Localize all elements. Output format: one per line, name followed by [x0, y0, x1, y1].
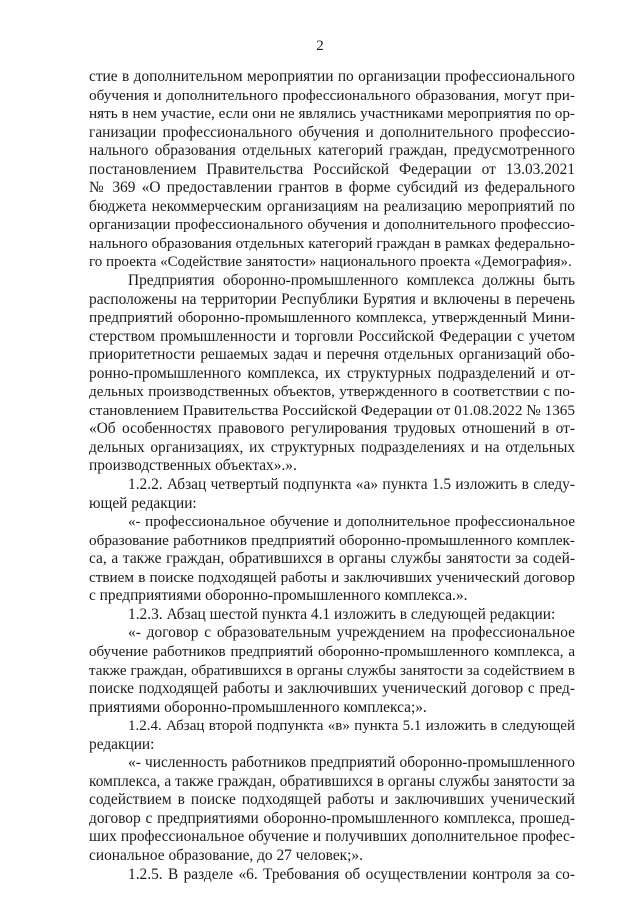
page-number: 2 [316, 38, 324, 54]
text-line: сиональное образование, до 27 человек;». [89, 846, 363, 864]
text-line: содействием в поиске подходящей работы и заключивших ученический [89, 791, 575, 809]
text-line: са, а также граждан, обратившихся в органы службы занятости за содей- [89, 550, 575, 568]
text-line: ших профессиональное обучение и получивших дополнительное профес- [89, 828, 575, 846]
text-line: договор с предприятиями оборонно-промышленного комплекса, прошед- [89, 809, 575, 827]
text-line: предприятий оборонно-промышленного комплекса, утвержденный Мини- [89, 309, 575, 327]
text-line: Предприятия оборонно-промышленного комплекса должны быть [128, 272, 575, 290]
text-line: ронно-промышленного комплекса, их структурных подразделений и от- [89, 364, 575, 382]
text-line: «- договор с образовательным учреждением на профессиональное [128, 624, 575, 642]
text-line: № 369 «О предоставлении грантов в форме субсидий из федерального [89, 179, 575, 197]
text-line: также граждан, обратившихся в органы службы занятости за содействием в [89, 662, 575, 679]
text-line: 1.2.2. Абзац четвертый подпункта «а» пункта 1.5 изложить в следу- [128, 476, 575, 494]
text-line: бюджета некоммерческим организациям на реализацию мероприятий по [89, 197, 575, 215]
text-line: нять в нем участие, если они не являлись участниками мероприятия по ор- [89, 105, 575, 123]
text-line: обучения и дополнительного профессионального образования, могут при- [89, 86, 575, 104]
text-line: редакции: [89, 735, 155, 753]
text-line: го проекта «Содействие занятости» национального проекта «Демография». [89, 254, 572, 271]
document-body [89, 68, 575, 884]
text-line: поиске подходящей работы и заключивших ученический договор с пред- [89, 680, 575, 698]
text-line: дельных организациях, их структурных подразделениях и на отдельных [89, 438, 575, 456]
text-line: производственных объектах».». [89, 457, 297, 475]
text-line: нального образования отдельных категорий граждан в рамках федерально- [89, 234, 575, 252]
text-line: нального образования отдельных категорий граждан, предусмотренного [89, 142, 575, 160]
text-line: 1.2.4. Абзац второй подпункта «в» пункта 5.1 изложить в следующей [128, 718, 575, 735]
text-line: дельных производственных объектов, утвержденного в соответствии с по- [89, 383, 575, 401]
text-line: комплекса, а также граждан, обратившихся в органы службы занятости за [89, 772, 575, 790]
text-line: постановлением Правительства Российской Федерации от 13.03.2021 [89, 160, 575, 178]
text-line: ющей редакции: [89, 494, 197, 512]
text-line: с предприятиями оборонно-промышленного комплекса.». [89, 587, 468, 605]
text-line: приоритетности решаемых задач и перечня отдельных организаций обо- [89, 346, 575, 364]
text-line: организации профессионального обучения и дополнительного профессио- [89, 216, 575, 234]
text-line: стие в дополнительном мероприятии по организации профессионального [89, 68, 575, 85]
text-line: ганизации профессионального обучения и дополнительного профессио- [89, 123, 575, 141]
text-line: обучение работников предприятий оборонно-промышленного комплекса, а [89, 643, 575, 660]
text-line: «- профессиональное обучение и дополнительное профессиональное [128, 514, 575, 531]
text-line: 1.2.3. Абзац шестой пункта 4.1 изложить в следующей редакции: [128, 605, 556, 623]
text-line: «Об особенностях правового регулирования трудовых отношений в от- [89, 420, 575, 438]
text-line: образование работников предприятий оборонно-промышленного комплек- [89, 531, 575, 549]
text-line: становлением Правительства Российской Федерации от 01.08.2022 № 1365 [89, 401, 575, 419]
text-line: 1.2.5. В разделе «6. Требования об осуществлении контроля за со- [128, 865, 575, 883]
text-line: «- численность работников предприятий оборонно-промышленного [128, 754, 575, 772]
text-line: расположены на территории Республики Бурятия и включены в перечень [89, 290, 575, 308]
text-line: приятиями оборонно-промышленного комплекса;». [89, 698, 427, 716]
text-line: ствием в поиске подходящей работы и заключивших ученический договор [89, 568, 575, 586]
text-line: стерством промышленности и торговли Российской Федерации с учетом [89, 327, 575, 345]
